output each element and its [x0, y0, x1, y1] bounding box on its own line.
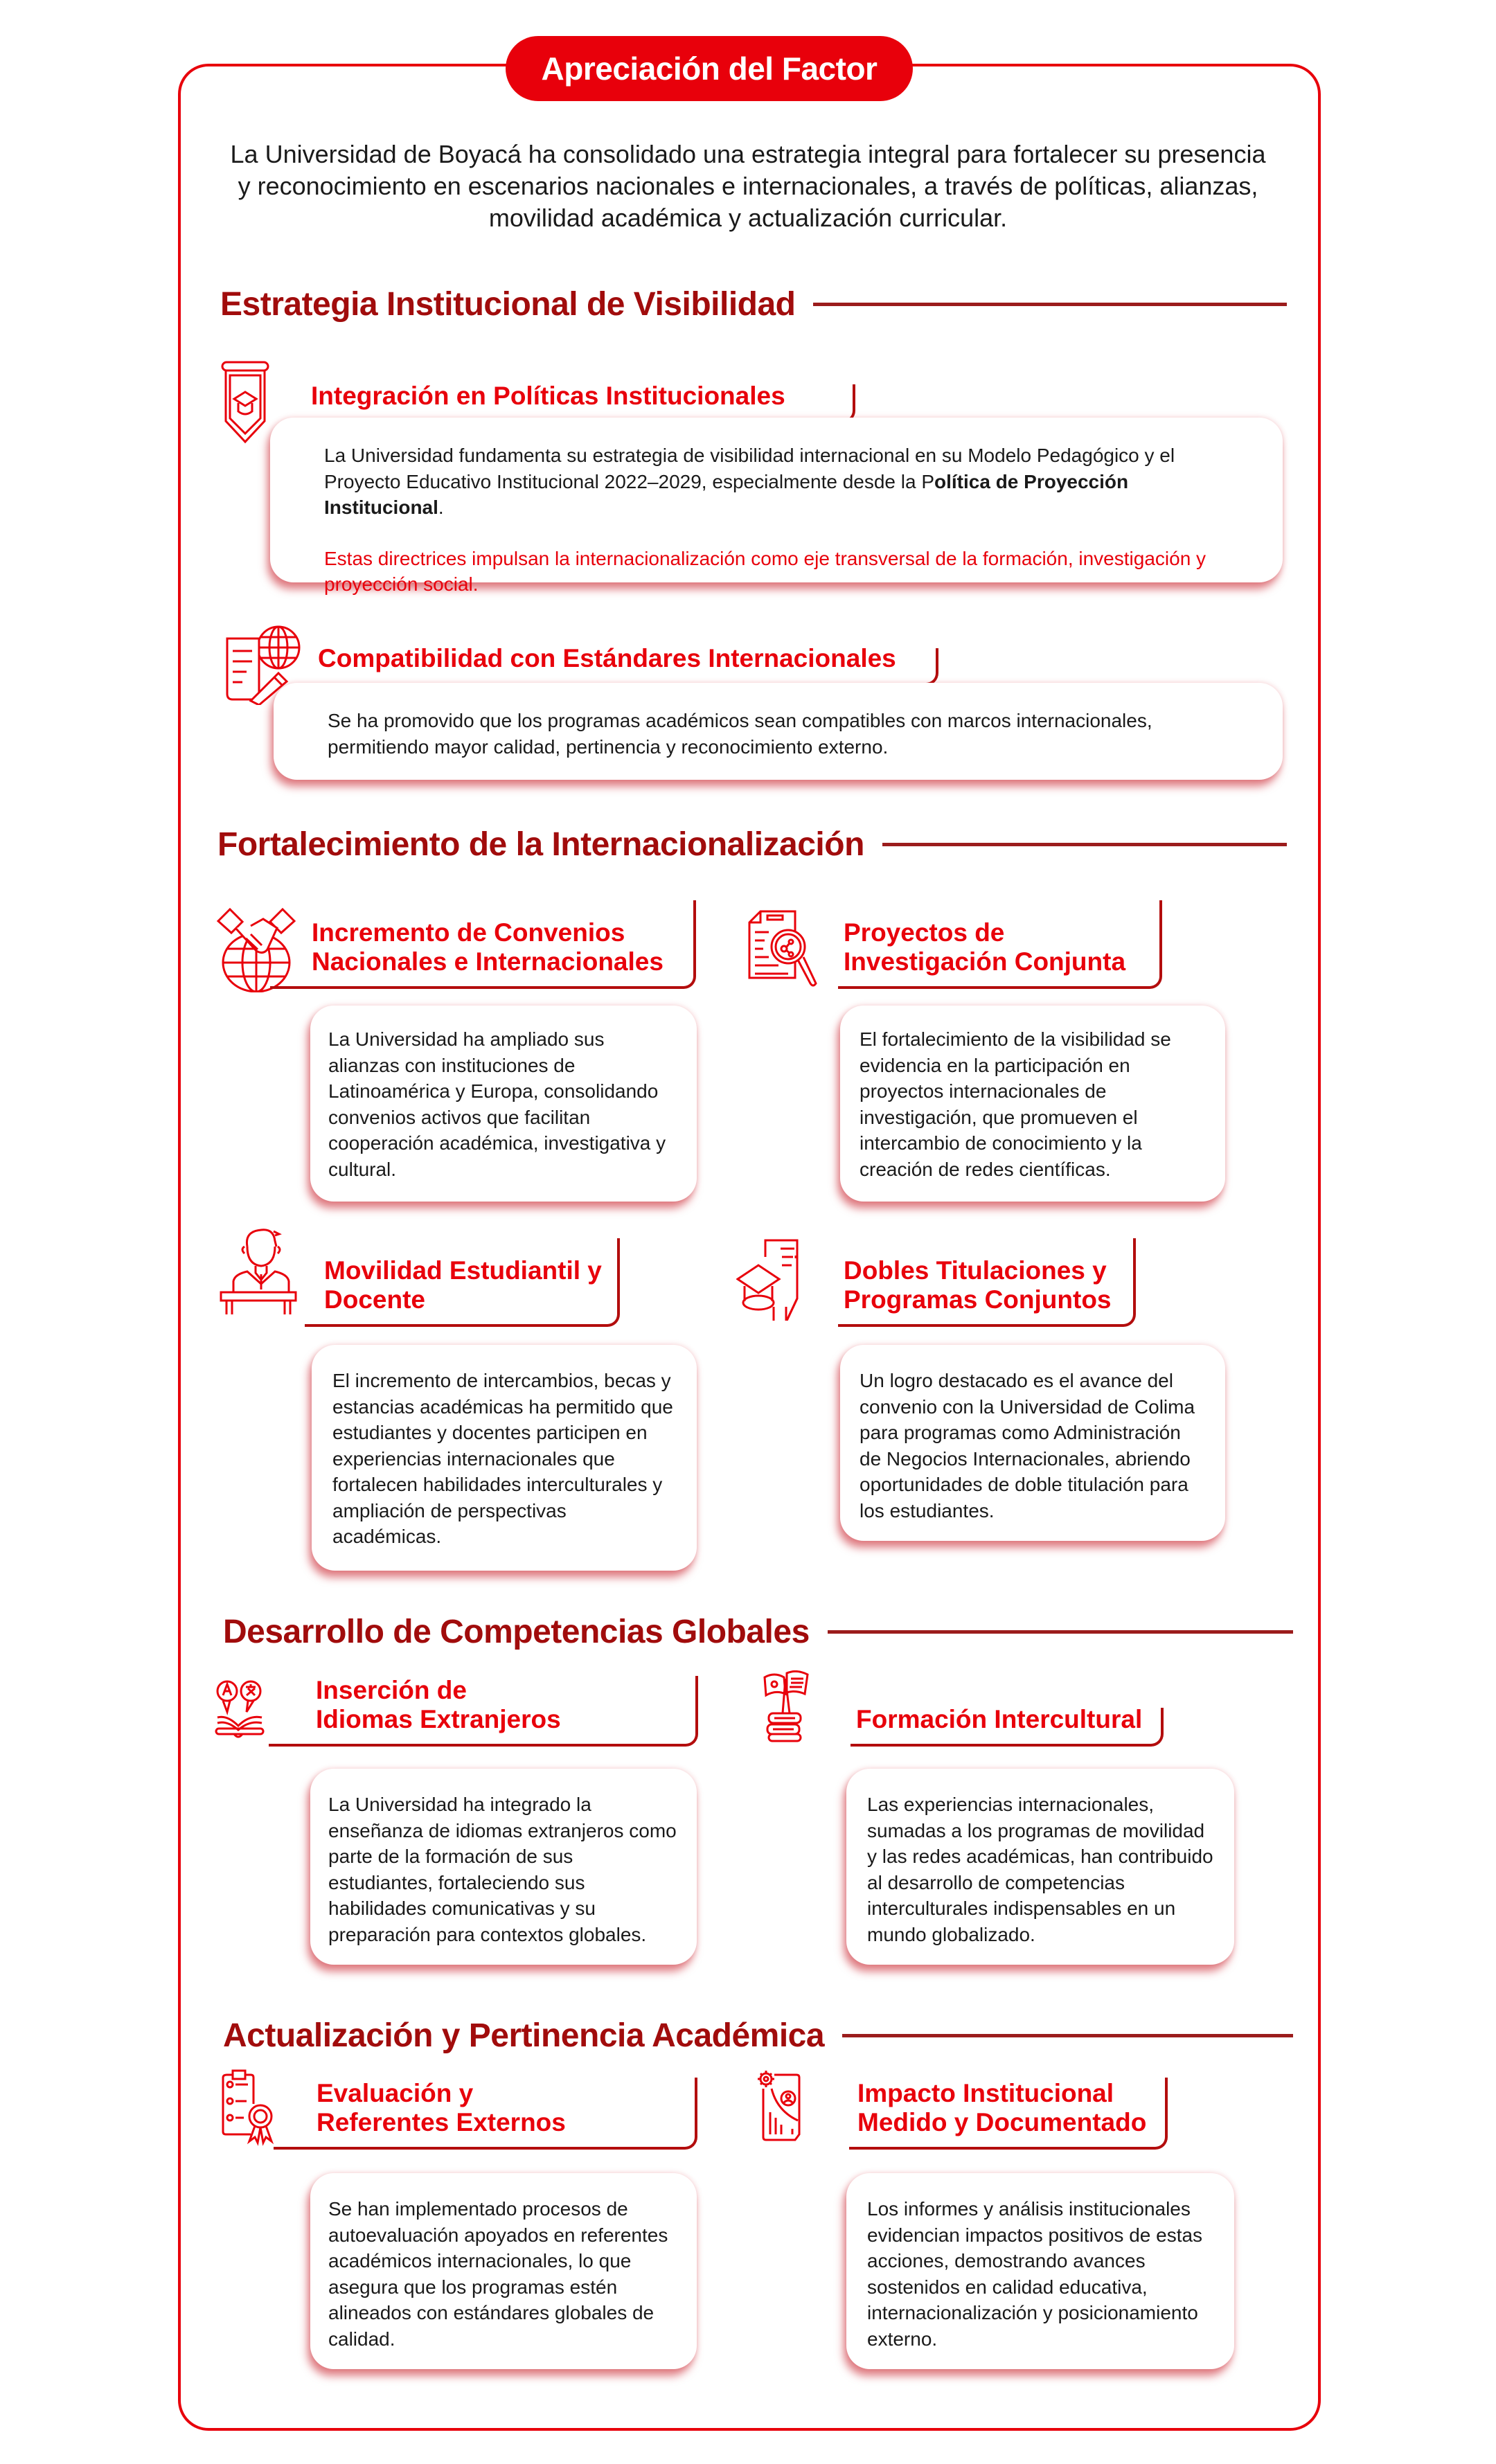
item-title-estandares: Compatibilidad con Estándares Internacionales: [315, 648, 938, 686]
item-title-idiomas: Inserción de Idiomas Extranjeros: [269, 1676, 698, 1747]
card-highlight: Estas directrices impulsan la internacionalización como eje transversal de la formación, investigación y proyección social.: [324, 547, 1206, 595]
page-title: Apreciación del Factor: [541, 51, 878, 87]
section-rule: [882, 843, 1287, 846]
card-body: Un logro destacado es el avance del convenio con la Universidad de Colima para programas como Administración de Negocios Internacionales, abriendo oportunidades de doble titulación para los estudiantes.: [860, 1370, 1195, 1521]
diploma-cap-icon: [736, 1238, 830, 1321]
card-body: Se han implementado procesos de autoevaluación apoyados en referentes académicos internacionales, lo que asegura que los programas estén alineados con estándares globales de calidad.: [328, 2198, 668, 2350]
item-title-convenios: Incremento de Convenios Nacionales e Internacionales: [270, 900, 696, 989]
card-body: La Universidad fundamenta su estrategia de visibilidad internacional en su Modelo Pedagógico y el Proyecto Educativo Institucional 2022–2029, especialmente desde la Política de Proyección Institucional.: [324, 445, 1175, 518]
card-evaluacion: [310, 2173, 697, 2369]
card-body: Los informes y análisis institucionales evidencian impactos positivos de estas acciones, demostrando avances sostenidos en calidad educativa, internacionalización y posicionamiento externo.: [867, 2198, 1203, 2350]
item-title-investigacion: Proyectos de Investigación Conjunta: [838, 900, 1162, 989]
card-investigacion: [840, 1006, 1225, 1202]
section-rule: [813, 303, 1287, 306]
card-dobles: [840, 1345, 1225, 1541]
section-rule: [828, 1630, 1293, 1634]
research-document-magnifier-icon: [748, 909, 824, 990]
item-title-dobles: Dobles Titulaciones y Programas Conjuntos: [838, 1238, 1136, 1327]
card-body: La Universidad ha integrado la enseñanza de idiomas extranjeros como parte de la formación de sus estudiantes, fortaleciendo sus habilidades comunicativas y su preparación para contextos globales.: [328, 1794, 677, 1945]
card-politicas: [270, 418, 1283, 595]
card-body: Se ha promovido que los programas académicos sean compatibles con marcos internacionales, permitiendo mayor calidad, pertinencia y reconocimiento externo.: [328, 710, 1152, 758]
section-heading-visibilidad: [220, 285, 1287, 323]
section-title: Estrategia Institucional de Visibilidad: [220, 286, 796, 323]
language-book-icon: [215, 1677, 265, 1740]
card-intercultural: [846, 1769, 1234, 1965]
section-title: Actualización y Pertinencia Académica: [223, 2017, 825, 2054]
item-title-politicas: Integración en Políticas Institucionales: [308, 384, 855, 423]
section-title: Desarrollo de Competencias Globales: [223, 1614, 810, 1650]
card-movilidad: [312, 1345, 697, 1571]
section-heading-internacionalizacion: [217, 825, 1287, 864]
card-idiomas: [310, 1769, 697, 1965]
card-body: El fortalecimiento de la visibilidad se evidencia en la participación en proyectos internacionales de investigación, que promueven el intercambio de conocimiento y la creación de redes científicas.: [860, 1028, 1171, 1180]
item-title-movilidad: Movilidad Estudiantil y Docente: [305, 1238, 620, 1327]
section-rule: [842, 2034, 1293, 2037]
intro-paragraph: La Universidad de Boyacá ha consolidado una estrategia integral para fortalecer su presencia y reconocimiento en escenarios nacionales e internacionales, a través de políticas, alianzas, movilidad académica y actualización curricular.: [230, 140, 1266, 232]
item-title-intercultural: Formación Intercultural: [851, 1708, 1164, 1747]
checklist-award-icon: [220, 2069, 276, 2150]
teacher-podium-icon: [220, 1226, 297, 1316]
item-title-evaluacion: Evaluación y Referentes Externos: [274, 2078, 697, 2150]
card-body: La Universidad ha ampliado sus alianzas con instituciones de Latinoamérica y Europa, consolidando convenios activos que facilitan cooperación académica, investigativa y cultural.: [328, 1028, 666, 1180]
section-heading-competencias: [223, 1613, 1293, 1651]
card-impacto: [846, 2173, 1234, 2369]
report-chart-gear-icon: [756, 2071, 806, 2147]
card-body: El incremento de intercambios, becas y estancias académicas ha permitido que estudiantes y docentes participen en experiencias internacionales que fortalecen habilidades interculturales y ampliación de perspectivas académicas.: [332, 1370, 673, 1547]
card-convenios: [310, 1006, 697, 1202]
flags-books-icon: [762, 1670, 812, 1742]
graduation-banner-icon: [220, 360, 270, 447]
card-estandares: [274, 683, 1283, 780]
page-title-badge: [506, 36, 913, 101]
card-body: Las experiencias internacionales, sumadas a los programas de movilidad y las redes académicas, han contribuido al desarrollo de competencias interculturales indispensables en un mundo globalizado.: [867, 1794, 1213, 1945]
section-heading-actualizacion: [223, 2017, 1293, 2055]
item-title-impacto: Impacto Institucional Medido y Documentado: [849, 2078, 1168, 2150]
section-title: Fortalecimiento de la Internacionalización: [217, 826, 864, 863]
